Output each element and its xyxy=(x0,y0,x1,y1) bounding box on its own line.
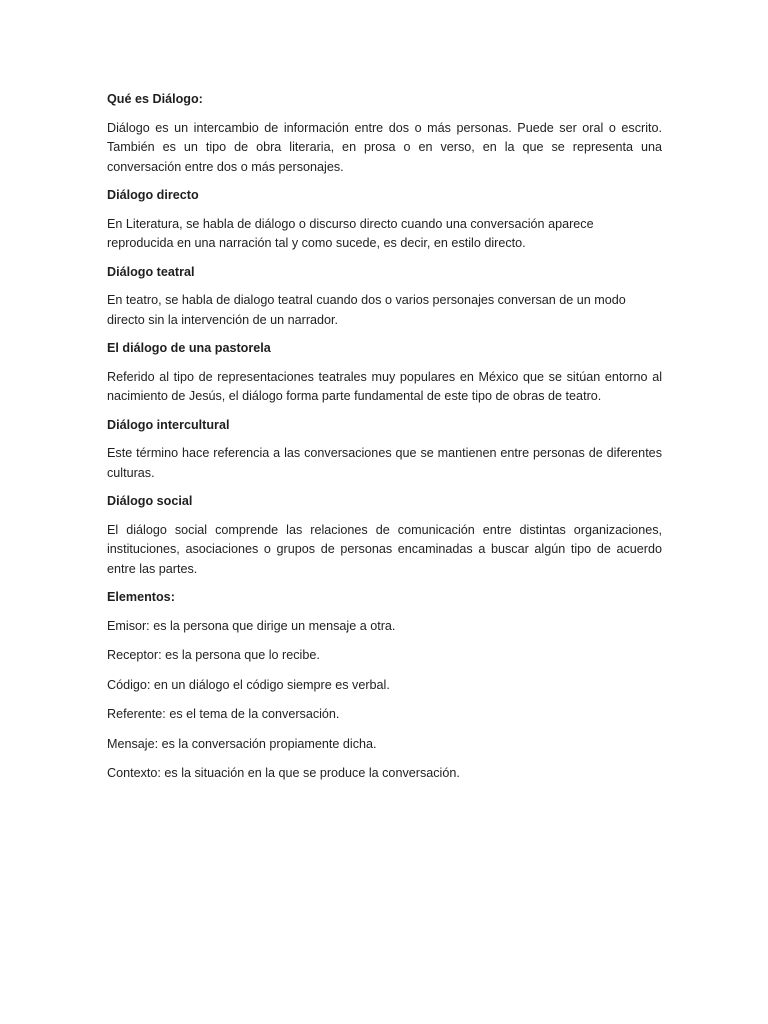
section-intercultural xyxy=(107,416,662,484)
section-pastorela xyxy=(107,339,662,407)
document-page xyxy=(107,90,662,794)
element-term: Contexto: xyxy=(107,766,161,780)
section-paragraph: En teatro, se habla de dialogo teatral cuando dos o varios personajes conversan de un modo directo sin la intervención de un narrador. xyxy=(107,293,626,327)
element-definition: en un diálogo el código siempre es verbal. xyxy=(153,677,390,692)
element-definition: es el tema de la conversación. xyxy=(169,707,340,721)
element-term: Referente: xyxy=(107,707,166,721)
element-item-receptor xyxy=(107,646,662,666)
element-definition: es la situación en la que se produce la conversación. xyxy=(164,766,460,780)
element-definition: es la conversación propiamente dicha. xyxy=(161,736,377,751)
section-dialogo-directo xyxy=(107,186,662,254)
element-definition: es la persona que lo recibe. xyxy=(165,648,320,662)
element-term: Código: xyxy=(107,677,151,692)
section-heading: El diálogo de una pastorela xyxy=(107,341,271,355)
element-term: Emisor: xyxy=(107,618,150,633)
section-heading: Diálogo teatral xyxy=(107,264,195,279)
section-paragraph: Este término hace referencia a las conversaciones que se mantienen entre personas de diferentes culturas. xyxy=(107,446,662,480)
element-item-mensaje xyxy=(107,735,662,755)
element-term: Receptor: xyxy=(107,648,162,662)
element-item-referente xyxy=(107,705,662,725)
element-item-contexto xyxy=(107,764,662,784)
section-paragraph: Referido al tipo de representaciones teatrales muy populares en México que se sitúan entorno al nacimiento de Jesús, el diálogo forma parte fundamental de este tipo de obras de teatro. xyxy=(107,369,662,403)
section-social xyxy=(107,492,662,579)
section-heading: Diálogo directo xyxy=(107,188,199,202)
section-heading: Qué es Diálogo: xyxy=(107,92,203,106)
element-item-codigo xyxy=(107,676,662,696)
section-paragraph: Diálogo es un intercambio de información entre dos o más personas. Puede ser oral o escrito. También es un tipo de obra literaria, en prosa o en verso, en la que se representa una conversación entre dos o más personajes. xyxy=(107,120,662,174)
section-que-es-dialogo xyxy=(107,90,662,177)
elements-section xyxy=(107,588,662,784)
section-paragraph: En Literatura, se habla de diálogo o discurso directo cuando una conversación aparece reproducida en una narración tal y como sucede, es decir, en estilo directo. xyxy=(107,216,594,250)
section-dialogo-teatral xyxy=(107,263,662,331)
elements-heading: Elementos: xyxy=(107,590,175,604)
section-heading: Diálogo social xyxy=(107,494,193,508)
section-paragraph: El diálogo social comprende las relaciones de comunicación entre distintas organizaciones, instituciones, asociaciones o grupos de personas encaminadas a buscar algún tipo de acuerdo entre las partes. xyxy=(107,522,662,576)
element-item-emisor xyxy=(107,617,662,637)
element-term: Mensaje: xyxy=(107,736,159,751)
element-definition: es la persona que dirige un mensaje a otra. xyxy=(153,618,396,633)
section-heading: Diálogo intercultural xyxy=(107,417,230,432)
